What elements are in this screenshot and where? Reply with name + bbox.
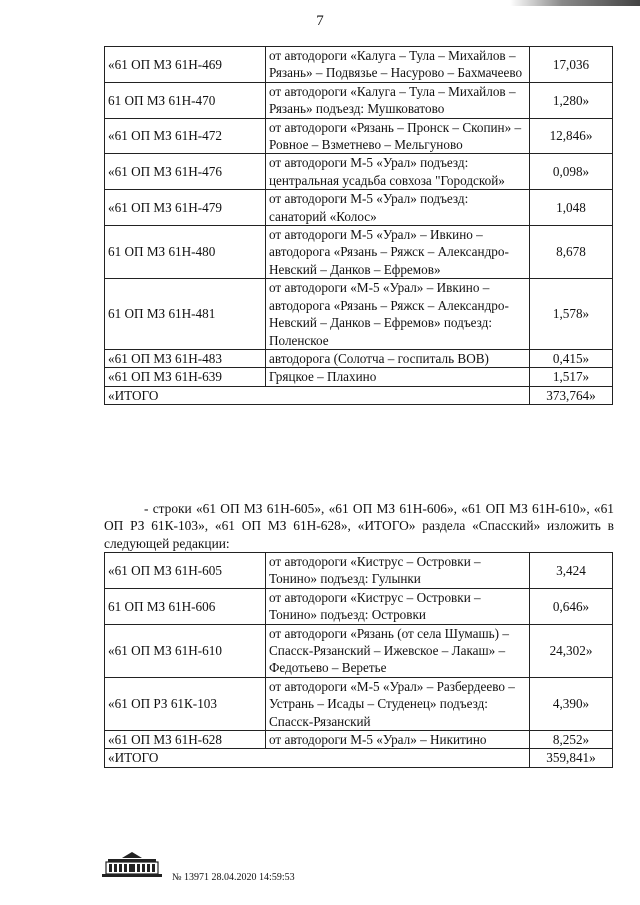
table-row [105,118,613,154]
road-code-cell: «61 ОП МЗ 61Н-605 [105,553,266,589]
road-code-cell: 61 ОП МЗ 61Н-480 [105,226,266,279]
road-description-cell: от автодороги «Киструс – Островки – Тонино» подъезд: Гулынки [266,553,530,589]
road-length-cell: 3,424 [530,553,613,589]
road-description-cell: от автодороги «Калуга – Тула – Михайлов – Рязань» подъезд: Мушковатово [266,82,530,118]
road-length-cell: 17,036 [530,47,613,83]
road-length-cell: 1,517» [530,368,613,386]
road-description-cell: от автодороги М-5 «Урал» – Никитино [266,731,530,749]
table-row [105,349,613,367]
road-description-cell: от автодороги «Рязань – Пронск – Скопин» – Ровное – Взметнево – Мельгуново [266,118,530,154]
road-description-cell: автодорога (Солотча – госпиталь ВОВ) [266,349,530,367]
table-row [105,731,613,749]
road-length-cell: 12,846» [530,118,613,154]
table-row [105,624,613,677]
road-description-cell: от автодороги «М-5 «Урал» – Ивкино – автодорога «Рязань – Ряжск – Александро-Невский – Данков – Ефремов» подъезд: Поленское [266,279,530,350]
registration-stamp: № 13971 28.04.2020 14:59:53 [172,872,295,883]
road-length-cell: 1,578» [530,279,613,350]
road-length-cell: 24,302» [530,624,613,677]
road-description-cell: от автодороги М-5 «Урал» подъезд: санаторий «Колос» [266,190,530,226]
total-label: «ИТОГО [105,386,530,404]
road-description-cell: от автодороги М-5 «Урал» – Ивкино – автодорога «Рязань – Ряжск – Александро-Невский – Данков – Ефремов» [266,226,530,279]
road-code-cell: «61 ОП МЗ 61Н-610 [105,624,266,677]
page-number: 7 [316,13,324,29]
road-code-cell: «61 ОП МЗ 61Н-479 [105,190,266,226]
scan-edge-mark [510,0,640,6]
road-code-cell: «61 ОП МЗ 61Н-639 [105,368,266,386]
table-row [105,553,613,589]
table-row [105,279,613,350]
road-length-cell: 0,098» [530,154,613,190]
table-row [105,190,613,226]
road-code-cell: «61 ОП МЗ 61Н-628 [105,731,266,749]
total-row [105,749,613,767]
table-row [105,677,613,730]
table-row [105,82,613,118]
road-length-cell: 0,646» [530,588,613,624]
road-length-cell: 8,252» [530,731,613,749]
table-row [105,226,613,279]
road-length-cell: 0,415» [530,349,613,367]
total-value: 373,764» [530,386,613,404]
road-length-cell: 8,678 [530,226,613,279]
road-code-cell: «61 ОП РЗ 61К-103 [105,677,266,730]
road-code-cell: «61 ОП МЗ 61Н-476 [105,154,266,190]
road-code-cell: 61 ОП МЗ 61Н-470 [105,82,266,118]
road-description-cell: от автодороги «Киструс – Островки – Тонино» подъезд: Островки [266,588,530,624]
table-row [105,47,613,83]
road-length-cell: 1,280» [530,82,613,118]
table-row [105,154,613,190]
roads-table-1 [104,46,613,405]
amendment-paragraph: - строки «61 ОП МЗ 61Н-605», «61 ОП МЗ 61Н-606», «61 ОП МЗ 61Н-610», «61 ОП РЗ 61К-103», «61 ОП МЗ 61Н-628», «ИТОГО» раздела «Спасский» изложить в следующей редакции: [104,501,614,551]
road-description-cell: от автодороги «Рязань (от села Шумашь) – Спасск-Рязанский – Ижевское – Лакаш» – Федотьево – Веретье [266,624,530,677]
road-description-cell: Гряцкое – Плахино [266,368,530,386]
road-description-cell: от автодороги «Калуга – Тула – Михайлов – Рязань» – Подвязье – Насурово – Бахмачеево [266,47,530,83]
road-code-cell: «61 ОП МЗ 61Н-472 [105,118,266,154]
document-footer [100,850,420,890]
total-label: «ИТОГО [105,749,530,767]
road-description-cell: от автодороги «М-5 «Урал» – Разбердеево – Устрань – Исады – Студенец» подъезд: Спасск-Рязанский [266,677,530,730]
roads-table-2 [104,552,613,768]
road-length-cell: 1,048 [530,190,613,226]
total-value: 359,841» [530,749,613,767]
total-row [105,386,613,404]
road-code-cell: 61 ОП МЗ 61Н-481 [105,279,266,350]
table-row [105,588,613,624]
road-code-cell: 61 ОП МЗ 61Н-606 [105,588,266,624]
road-code-cell: «61 ОП МЗ 61Н-469 [105,47,266,83]
road-code-cell: «61 ОП МЗ 61Н-483 [105,349,266,367]
road-description-cell: от автодороги М-5 «Урал» подъезд: центральная усадьба совхоза "Городской» [266,154,530,190]
table-row [105,368,613,386]
building-logo-icon [100,850,164,880]
road-length-cell: 4,390» [530,677,613,730]
